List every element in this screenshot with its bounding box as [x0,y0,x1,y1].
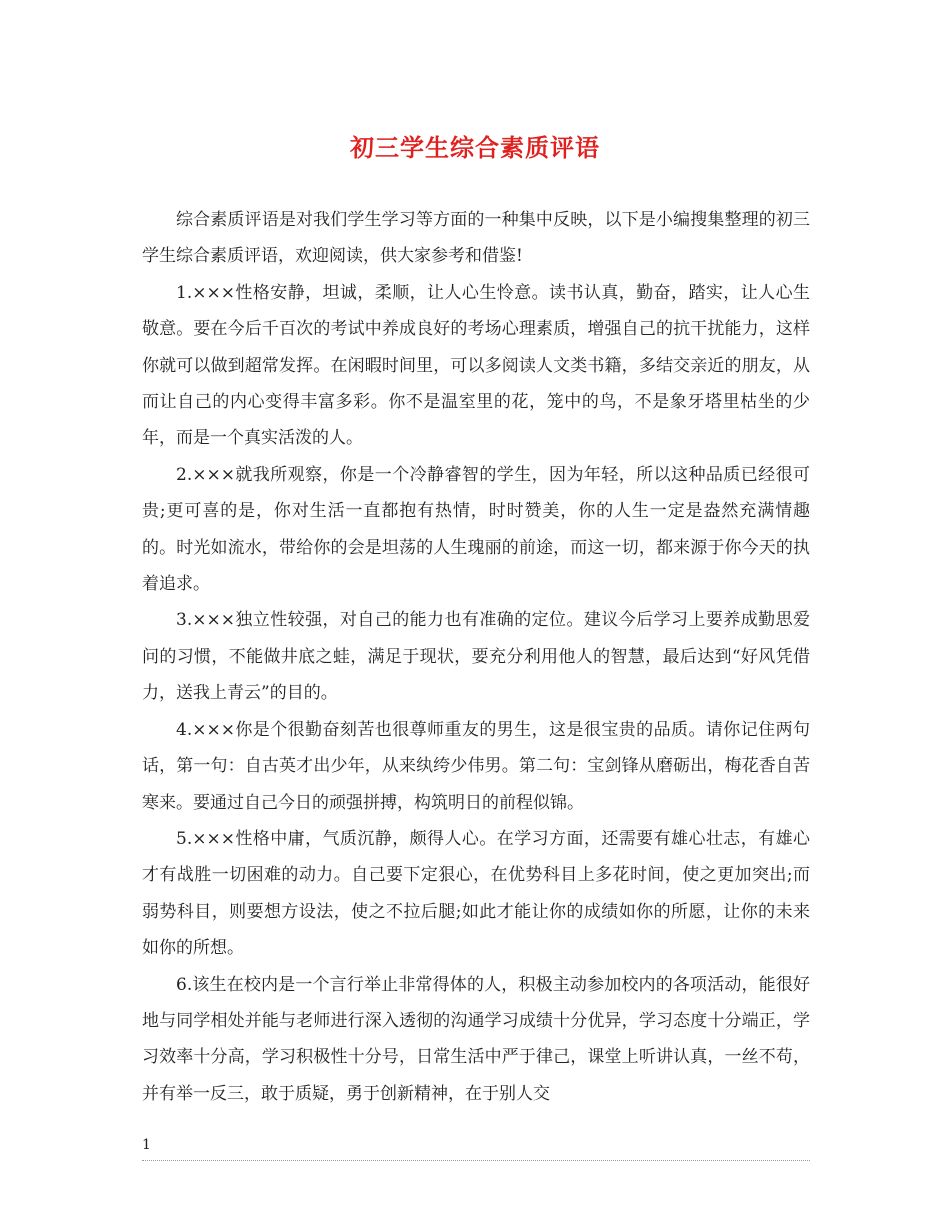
document-body [142,202,810,1112]
page-number: 1 [142,1137,151,1153]
comment-paragraph-5: 5.×××性格中庸，气质沉静，颇得人心。在学习方面，还需要有雄心壮志，有雄心才有战胜一切困难的动力。自己要下定狠心，在优势科目上多花时间，使之更加突出;而弱势科目，则要想方设法，使之不拉后腿;如此才能让你的成绩如你的所愿，让你的未来如你的所想。 [142,828,810,959]
footer-divider [142,1160,810,1161]
comment-paragraph-6: 6.该生在校内是一个言行举止非常得体的人，积极主动参加校内的各项活动，能很好地与同学相处并能与老师进行深入透彻的沟通学习成绩十分优异，学习态度十分端正，学习效率十分高，学习积极性十分号，日常生活中严于律己，课堂上听讲认真，一丝不苟，并有举一反三，敢于质疑，勇于创新精神，在于别人交 [142,974,810,1104]
document-title: 初三学生综合素质评语 [350,133,600,162]
comment-paragraph-1: 1.×××性格安静，坦诚，柔顺，让人心生怜意。读书认真，勤奋，踏实，让人心生敬意。要在今后千百次的考试中养成良好的考场心理素质，增强自己的抗干扰能力，这样你就可以做到超常发挥。在闲暇时间里，可以多阅读人文类书籍，多结交亲近的朋友，从而让自己的内心变得丰富多彩。你不是温室里的花，笼中的鸟，不是象牙塔里枯坐的少年，而是一个真实活泼的人。 [142,282,810,449]
comment-paragraph-3: 3.×××独立性较强，对自己的能力也有准确的定位。建议今后学习上要养成勤思爱问的习惯，不能做井底之蛙，满足于现状，要充分利用他人的智慧，最后达到“好风凭借力，送我上青云”的目的。 [142,610,810,704]
intro-paragraph: 综合素质评语是对我们学生学习等方面的一种集中反映，以下是小编搜集整理的初三学生综合素质评语，欢迎阅读，供大家参考和借鉴! [142,210,810,267]
comment-paragraph-4: 4.×××你是个很勤奋刻苦也很尊师重友的男生，这是很宝贵的品质。请你记住两句话，第一句：自古英才出少年，从来纨绔少伟男。第二句：宝剑锋从磨砺出，梅花香自苦寒来。要通过自己今日的顽强拼搏，构筑明日的前程似锦。 [142,719,810,813]
comment-paragraph-2: 2.×××就我所观察，你是一个冷静睿智的学生，因为年轻，所以这种品质已经很可贵;更可喜的是，你对生活一直都抱有热情，时时赞美，你的人生一定是盎然充满情趣的。时光如流水，带给你的会是坦荡的人生瑰丽的前途，而这一切，都来源于你今天的执着追求。 [142,464,810,595]
